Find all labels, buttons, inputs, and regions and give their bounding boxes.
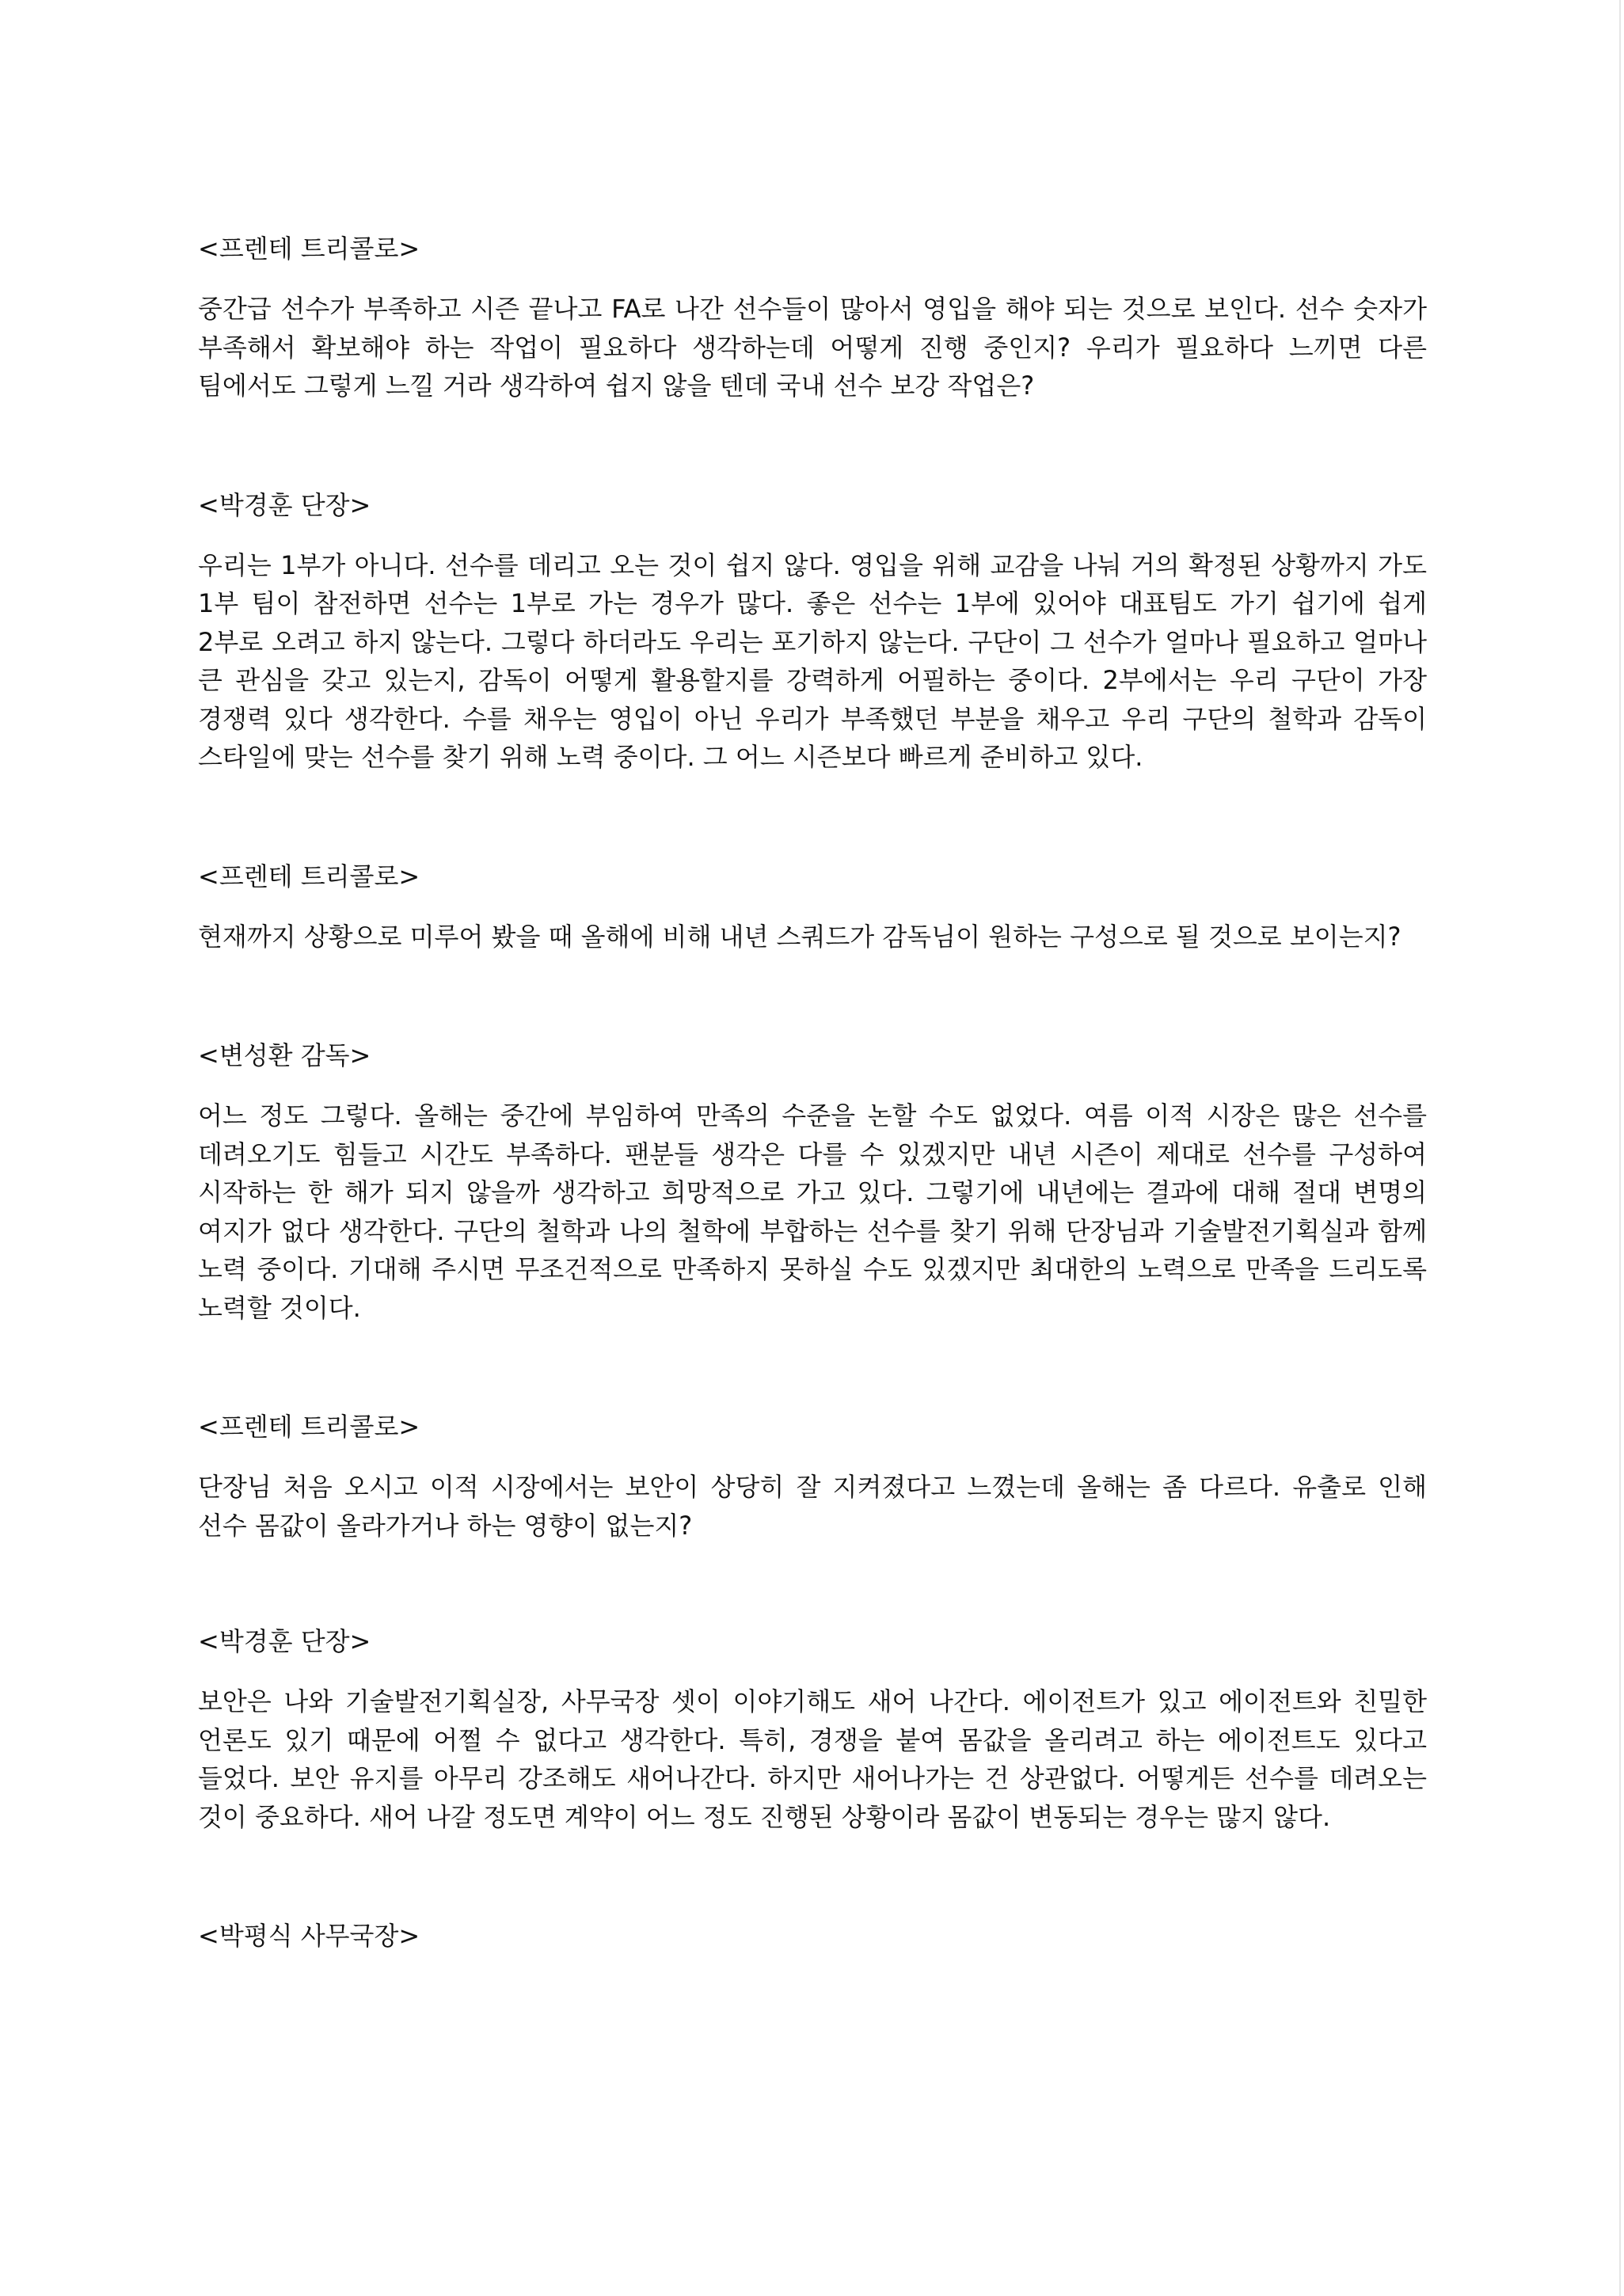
qa-block	[198, 857, 1427, 956]
speaker-label: <프렌테 트리콜로>	[198, 861, 420, 891]
qa-block	[198, 1917, 1427, 1955]
speaker-label: <박경훈 단장>	[198, 1626, 371, 1656]
paragraph: 어느 정도 그렇다. 올해는 중간에 부임하여 만족의 수준을 논할 수도 없었다. 여름 이적 시장은 많은 선수를 데려오기도 힘들고 시간도 부족하다. 팬분들 생각은 다를 수 있겠지만 내년 시즌이 제대로 선수를 구성하여 시작하는 한 해가 되지 않을까 생각하고 희망적으로 가고 있다. 그렇기에 내년에는 결과에 대해 절대 변명의 여지가 없다 생각한다. 구단의 철학과 나의 철학에 부합하는 선수를 찾기 위해 단장님과 기술발전기획실과 함께 노력 중이다. 기대해 주시면 무조건적으로 만족하지 못하실 수도 있겠지만 최대한의 노력으로 만족을 드리도록 노력할 것이다.	[198, 1100, 1428, 1323]
paragraph: 보안은 나와 기술발전기획실장, 사무국장 셋이 이야기해도 새어 나간다. 에이전트가 있고 에이전트와 친밀한 언론도 있기 때문에 어쩔 수 없다고 생각한다. 특히, 경쟁을 붙여 몸값을 올리려고 하는 에이전트도 있다고 들었다. 보안 유지를 아무리 강조해도 새어나간다. 하지만 새어나가는 건 상관없다. 어떻게든 선수를 데려오는 것이 중요하다. 새어 나갈 정도면 계약이 어느 정도 진행된 상황이라 몸값이 변동되는 경우는 많지 않다.	[198, 1686, 1427, 1832]
document-page	[198, 230, 1427, 1977]
paragraph: 단장님 처음 오시고 이적 시장에서는 보안이 상당히 잘 지켜졌다고 느꼈는데 올해는 좀 다르다. 유출로 인해 선수 몸값이 올라가거나 하는 영향이 없는지?	[198, 1472, 1428, 1541]
page-edge	[1619, 0, 1621, 2296]
speaker-label: <프렌테 트리콜로>	[198, 234, 420, 264]
speaker-label: <프렌테 트리콜로>	[198, 1412, 420, 1442]
speaker-label: <변성환 감독>	[198, 1040, 371, 1070]
qa-block	[198, 486, 1427, 777]
qa-block	[198, 1622, 1427, 1836]
qa-block	[198, 1036, 1427, 1327]
speaker-label: <박평식 사무국장>	[198, 1921, 420, 1951]
paragraph: 현재까지 상황으로 미루어 봤을 때 올해에 비해 내년 스쿼드가 감독님이 원하는 구성으로 될 것으로 보이는지?	[198, 921, 1402, 952]
qa-block	[198, 1408, 1427, 1545]
paragraph: 중간급 선수가 부족하고 시즌 끝나고 FA로 나간 선수들이 많아서 영입을 해야 되는 것으로 보인다. 선수 숫자가 부족해서 확보해야 하는 작업이 필요하다 생각하는데 어떻게 진행 중인지? 우리가 필요하다 느끼면 다른 팀에서도 그렇게 느낄 거라 생각하여 쉽지 않을 텐데 국내 선수 보강 작업은?	[198, 294, 1428, 401]
speaker-label: <박경훈 단장>	[198, 489, 371, 520]
qa-block	[198, 230, 1427, 405]
paragraph: 우리는 1부가 아니다. 선수를 데리고 오는 것이 쉽지 않다. 영입을 위해 교감을 나눠 거의 확정된 상황까지 가도 1부 팀이 참전하면 선수는 1부로 가는 경우가 많다. 좋은 선수는 1부에 있어야 대표팀도 가기 쉽기에 쉽게 2부로 오려고 하지 않는다. 그렇다 하더라도 우리는 포기하지 않는다. 구단이 그 선수가 얼마나 필요하고 얼마나 큰 관심을 갖고 있는지, 감독이 어떻게 활용할지를 강력하게 어필하는 중이다. 2부에서는 우리 구단이 가장 경쟁력 있다 생각한다. 수를 채우는 영입이 아닌 우리가 부족했던 부분을 채우고 우리 구단의 철학과 감독이 스타일에 맞는 선수를 찾기 위해 노력 중이다. 그 어느 시즌보다 빠르게 준비하고 있다.	[198, 549, 1428, 772]
